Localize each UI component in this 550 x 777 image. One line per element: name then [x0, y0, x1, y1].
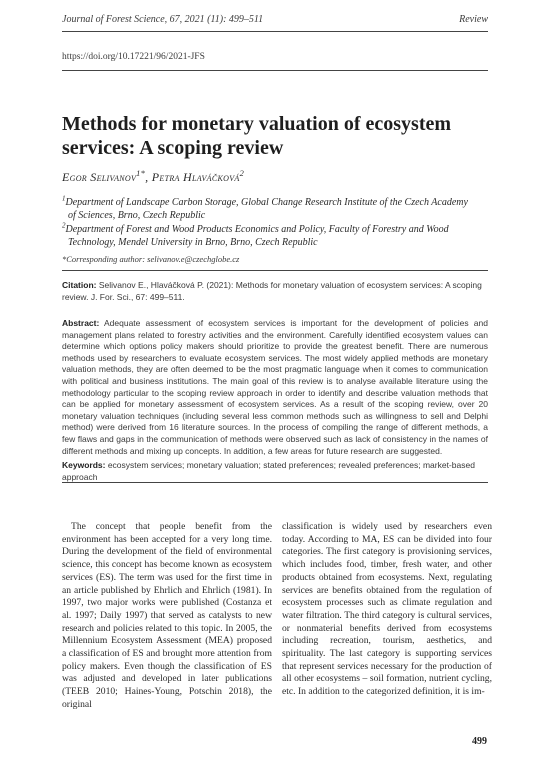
author-superscript: 2 [239, 169, 245, 178]
abstract-block [62, 318, 488, 457]
affiliation [62, 196, 492, 222]
affiliation-line: Technology, Mendel University in Brno, Brno, Czech Republic [68, 237, 318, 248]
corresponding-author: *Corresponding author: selivanov.e@czechglobe.cz [62, 254, 240, 264]
affiliation-line: of Sciences, Brno, Czech Republic [68, 210, 206, 221]
affiliation-marker: 1 [62, 194, 66, 203]
keywords-rule [62, 482, 488, 483]
body-column-right: classification is widely used by researchers even today. According to MA, ES can be divided into four categories. The first category is provisioning services, which includes food, timber, fresh water, and other products obtained from ecosystems. Next, regulating services are benefits obtained from the regulation of ecosystem processes such as climate regulation and water filtration. The third category is cultural services, or nonmaterial benefits derived from ecosystems including recreation, tourism, aesthetics, and spirituality. The last category is supporting services that represent services necessary for the production of all other ecosystems – soil formation, nutrient cycling, etc. In addition to the categorized definition, it is im- [282, 521, 492, 698]
author-superscript: 1* [136, 169, 146, 178]
author-name: Egor Selivanov [62, 170, 137, 184]
citation-label: Citation: [62, 280, 97, 290]
affiliation-line: Department of Landscape Carbon Storage, Global Change Research Institute of the Czech Academy [65, 197, 468, 208]
running-header [62, 14, 488, 25]
affiliation-line: Department of Forest and Wood Products Economics and Policy, Faculty of Forestry and Wood [65, 224, 449, 235]
abstract-label: Abstract: [62, 318, 100, 328]
journal-reference: Journal of Forest Science, 67, 2021 (11): 499–511 [62, 14, 264, 25]
keywords-block [62, 459, 488, 483]
author-list [62, 170, 244, 185]
author-name: Petra Hlaváčková [151, 170, 240, 184]
abstract-text: Adequate assessment of ecosystem services is important for the development of policies and management plans related to forestry activities and the environment. Carefully identified ecosystem values can determine which options policy makers should prioritize to provide the greatest benefit. There are numerous methods used by researchers to evaluate ecosystem services. The most widely applied methods are monetary valuation methods, they are often deemed to be the most pragmatic language when it comes to communication with political and business institutions. The main goal of this review is to analyse available literature using the methodology particular to the scoping review approach in order to identify and describe valuation methods that can be applied for monetary assessment of ecosystem services. As a result of the scoping review, over 20 monetary valuation techniques (including several less common methods such as willingness to sell and Delphi method) were derived from 16 literature sources. In the process of compiling the range of different methods, a few flaws and gaps in the communication of methods were observed such as lack of consistency in the names of different methods and mixing up concepts. In addition, a few areas for future research are suggested. [62, 318, 488, 456]
affiliation [62, 223, 492, 249]
keywords-label: Keywords: [62, 460, 106, 470]
doi-link[interactable]: https://doi.org/10.17221/96/2021-JFS [62, 52, 205, 62]
citation-text: Selivanov E., Hlaváčková P. (2021): Methods for monetary valuation of ecosystem services: A scoping review. J. For. Sci., 67: 499–511. [62, 280, 482, 302]
header-rule [62, 31, 488, 32]
doi-rule [62, 70, 488, 71]
section-label: Review [459, 14, 488, 25]
affiliation-marker: 2 [62, 221, 66, 230]
body-column-left: The concept that people benefit from the environment has been accepted for a very long time. During the development of the field of environmental science, this concept has become known as ecosystem services (ES). The term was used for the first time in an article published by Ehrlich and Ehrlich (1981). In 1997, two major works were published (Costanza et al. 1997; Daily 1997) that served as catalysts to new research and policies related to this topic. In 2005, the Millennium Ecosystem Assessment (MEA) proposed a classification of ES and brought more attention from policy makers. Even though the classification of ES was adjusted and developed in later publications (TEEB 2010; Haines-Young, Potschin 2018), the original [62, 521, 272, 710]
citation-rule [62, 270, 488, 271]
citation-block [62, 279, 488, 303]
article-title: Methods for monetary valuation of ecosystem services: A scoping review [62, 113, 452, 159]
page-number: 499 [472, 736, 487, 747]
keywords-text: ecosystem services; monetary valuation; stated preferences; revealed preferences; market-based approach [62, 460, 475, 482]
author-separator: , [145, 170, 152, 184]
